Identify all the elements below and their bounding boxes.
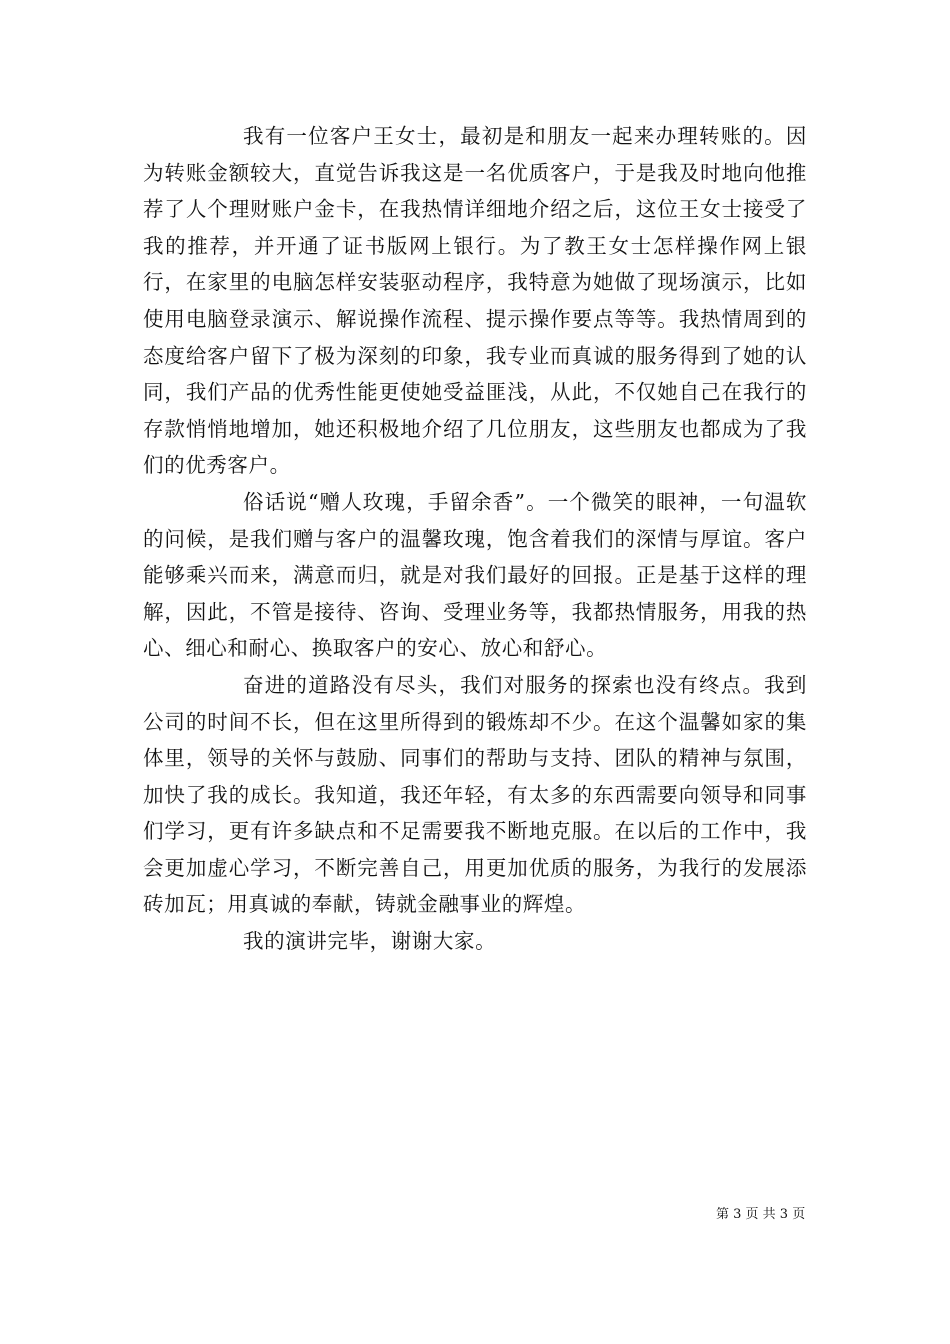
paragraph-closing: 我的演讲完毕，谢谢大家。	[243, 929, 497, 954]
page-number-footer: 第 3 页 共 3 页	[716, 1207, 806, 1222]
document-body	[143, 118, 807, 960]
paragraph-rose-saying: 俗话说“赠人玫瑰，手留余香”。一个微笑的眼神，一句温软的问候，是我们赠与客户的温馨玫瑰，饱含着我们的深情与厚谊。客户能够乘兴而来，满意而归，就是对我们最好的回报。正是基于这样的理解，因此，不管是接待、咨询、受理业务等，我都热情服务，用我的热心、细心和耐心、换取客户的安心、放心和舒心。	[143, 489, 807, 661]
paragraph-growth: 奋进的道路没有尽头，我们对服务的探索也没有终点。我到公司的时间不长，但在这里所得到的锻炼却不少。在这个温馨如家的集体里，领导的关怀与鼓励、同事们的帮助与支持、团队的精神与氛围，加快了我的成长。我知道，我还年轻，有太多的东西需要向领导和同事们学习，更有许多缺点和不足需要我不断地克服。在以后的工作中，我会更加虚心学习，不断完善自己，用更加优质的服务，为我行的发展添砖加瓦；用真诚的奉献，铸就金融事业的辉煌。	[143, 672, 807, 917]
paragraph-client-story: 我有一位客户王女士，最初是和朋友一起来办理转账的。因为转账金额较大，直觉告诉我这是一名优质客户，于是我及时地向他推荐了人个理财账户金卡，在我热情详细地介绍之后，这位王女士接受了我的推荐，并开通了证书版网上银行。为了教王女士怎样操作网上银行，在家里的电脑怎样安装驱动程序，我特意为她做了现场演示，比如使用电脑登录演示、解说操作流程、提示操作要点等等。我热情周到的态度给客户留下了极为深刻的印象，我专业而真诚的服务得到了她的认同，我们产品的优秀性能更使她受益匪浅，从此，不仅她自己在我行的存款悄悄地增加，她还积极地介绍了几位朋友，这些朋友也都成为了我们的优秀客户。	[143, 124, 807, 478]
